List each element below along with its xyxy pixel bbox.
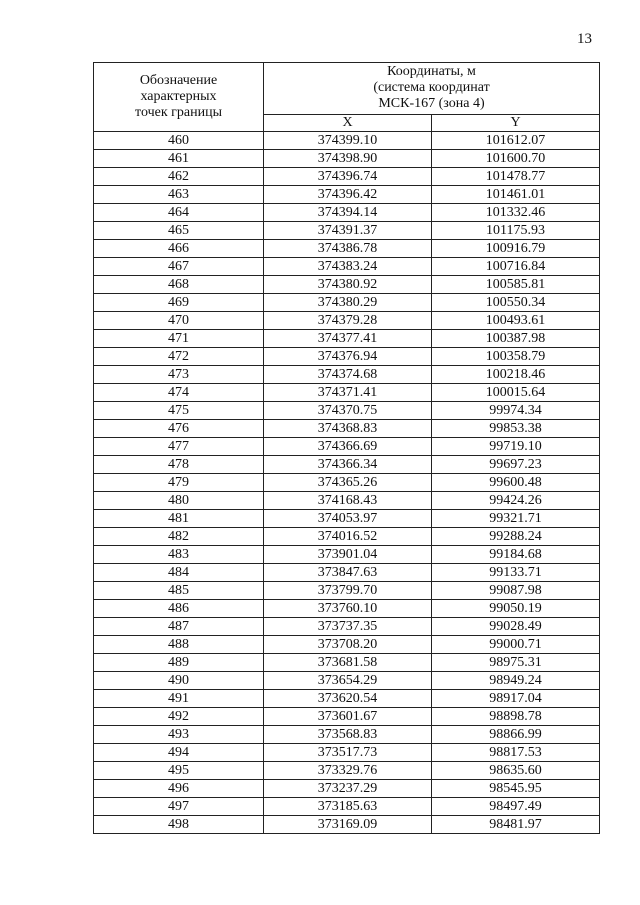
table-row [94,672,600,690]
table-row [94,510,600,528]
boundary-points-table [93,62,600,834]
x-coordinate-cell: 374398.90 [264,150,432,168]
table-row [94,600,600,618]
point-id-cell: 461 [94,150,264,168]
y-coordinate-cell: 101175.93 [432,222,600,240]
table-row [94,690,600,708]
point-id-cell: 487 [94,618,264,636]
y-coordinate-cell: 98817.53 [432,744,600,762]
point-id-cell: 488 [94,636,264,654]
point-id-cell: 480 [94,492,264,510]
point-id-cell: 462 [94,168,264,186]
x-coordinate-cell: 374376.94 [264,348,432,366]
table-row [94,204,600,222]
y-coordinate-cell: 98497.49 [432,798,600,816]
y-coordinate-cell: 99184.68 [432,546,600,564]
x-coordinate-cell: 374391.37 [264,222,432,240]
point-id-cell: 473 [94,366,264,384]
table-row [94,312,600,330]
point-id-cell: 477 [94,438,264,456]
y-coordinate-cell: 99087.98 [432,582,600,600]
point-id-cell: 460 [94,132,264,150]
x-coordinate-cell: 374168.43 [264,492,432,510]
table-row [94,438,600,456]
y-coordinate-cell: 100015.64 [432,384,600,402]
x-coordinate-cell: 373737.35 [264,618,432,636]
table-row [94,582,600,600]
table-row [94,564,600,582]
table-row [94,168,600,186]
y-coordinate-cell: 99028.49 [432,618,600,636]
point-id-cell: 483 [94,546,264,564]
x-coordinate-cell: 373901.04 [264,546,432,564]
point-id-cell: 489 [94,654,264,672]
y-coordinate-cell: 98975.31 [432,654,600,672]
point-id-cell: 478 [94,456,264,474]
table-row [94,708,600,726]
x-coordinate-cell: 374053.97 [264,510,432,528]
point-id-cell: 476 [94,420,264,438]
table-row [94,402,600,420]
table-row [94,330,600,348]
point-id-cell: 472 [94,348,264,366]
coordinates-header [264,63,600,115]
x-coordinate-cell: 373517.73 [264,744,432,762]
table-row [94,294,600,312]
y-coordinate-cell: 98949.24 [432,672,600,690]
table-row [94,744,600,762]
table-row [94,816,600,834]
point-id-cell: 465 [94,222,264,240]
point-id-cell: 485 [94,582,264,600]
y-coordinate-cell: 99719.10 [432,438,600,456]
x-coordinate-cell: 373681.58 [264,654,432,672]
y-coordinate-cell: 99133.71 [432,564,600,582]
y-coordinate-cell: 99697.23 [432,456,600,474]
point-id-cell: 496 [94,780,264,798]
x-coordinate-cell: 373237.29 [264,780,432,798]
table-row [94,654,600,672]
y-coordinate-cell: 98635.60 [432,762,600,780]
table-row [94,780,600,798]
point-id-cell: 466 [94,240,264,258]
x-coordinate-cell: 373760.10 [264,600,432,618]
point-id-cell: 474 [94,384,264,402]
y-coordinate-cell: 100916.79 [432,240,600,258]
coord-title-line-3: МСК-167 (зона 4) [378,96,485,112]
point-id-cell: 468 [94,276,264,294]
x-column-header: X [264,114,432,131]
page-number: 13 [577,31,592,47]
point-id-cell: 484 [94,564,264,582]
x-coordinate-cell: 373847.63 [264,564,432,582]
x-coordinate-cell: 374371.41 [264,384,432,402]
table-row [94,222,600,240]
point-id-cell: 493 [94,726,264,744]
y-coordinate-cell: 99288.24 [432,528,600,546]
point-id-cell: 469 [94,294,264,312]
y-coordinate-cell: 99974.34 [432,402,600,420]
table-row [94,366,600,384]
point-id-cell: 481 [94,510,264,528]
x-coordinate-cell: 373329.76 [264,762,432,780]
y-coordinate-cell: 98898.78 [432,708,600,726]
x-coordinate-cell: 373601.67 [264,708,432,726]
x-coordinate-cell: 374366.69 [264,438,432,456]
point-id-cell: 471 [94,330,264,348]
x-coordinate-cell: 374374.68 [264,366,432,384]
table-row [94,492,600,510]
x-coordinate-cell: 374396.42 [264,186,432,204]
y-coordinate-cell: 99321.71 [432,510,600,528]
y-coordinate-cell: 100550.34 [432,294,600,312]
table-row [94,276,600,294]
point-label-line-1: Обозначение [139,73,218,88]
table-row [94,474,600,492]
x-coordinate-cell: 374370.75 [264,402,432,420]
coord-title-line-1: Координаты, м [387,64,476,80]
y-coordinate-cell: 98481.97 [432,816,600,834]
table-row [94,240,600,258]
point-id-cell: 482 [94,528,264,546]
table-row [94,384,600,402]
point-id-cell: 495 [94,762,264,780]
x-coordinate-cell: 374016.52 [264,528,432,546]
y-coordinate-cell: 99600.48 [432,474,600,492]
y-coordinate-cell: 100387.98 [432,330,600,348]
x-coordinate-cell: 374380.29 [264,294,432,312]
x-coordinate-cell: 373708.20 [264,636,432,654]
point-designation-header [94,63,264,132]
table-row [94,636,600,654]
point-label-line-2: характерных [140,89,217,104]
y-coordinate-cell: 99424.26 [432,492,600,510]
coord-title-line-2: (система координат [373,80,490,96]
x-coordinate-cell: 373169.09 [264,816,432,834]
point-id-cell: 464 [94,204,264,222]
y-coordinate-cell: 100493.61 [432,312,600,330]
x-coordinate-cell: 374366.34 [264,456,432,474]
table-row [94,258,600,276]
x-coordinate-cell: 374383.24 [264,258,432,276]
x-coordinate-cell: 373654.29 [264,672,432,690]
x-coordinate-cell: 373185.63 [264,798,432,816]
y-coordinate-cell: 98866.99 [432,726,600,744]
x-coordinate-cell: 374386.78 [264,240,432,258]
y-coordinate-cell: 100218.46 [432,366,600,384]
x-coordinate-cell: 373799.70 [264,582,432,600]
x-coordinate-cell: 374394.14 [264,204,432,222]
y-coordinate-cell: 100358.79 [432,348,600,366]
y-coordinate-cell: 101612.07 [432,132,600,150]
y-coordinate-cell: 99000.71 [432,636,600,654]
x-coordinate-cell: 373568.83 [264,726,432,744]
table-row [94,420,600,438]
point-id-cell: 491 [94,690,264,708]
x-coordinate-cell: 374368.83 [264,420,432,438]
point-id-cell: 467 [94,258,264,276]
x-coordinate-cell: 374379.28 [264,312,432,330]
point-label-line-3: точек границы [135,105,222,120]
y-coordinate-cell: 101600.70 [432,150,600,168]
table-row [94,150,600,168]
point-id-cell: 498 [94,816,264,834]
point-id-cell: 463 [94,186,264,204]
table-row [94,726,600,744]
x-coordinate-cell: 374380.92 [264,276,432,294]
table-row [94,456,600,474]
point-id-cell: 486 [94,600,264,618]
y-coordinate-cell: 98917.04 [432,690,600,708]
table-row [94,546,600,564]
point-id-cell: 492 [94,708,264,726]
table-row [94,132,600,150]
y-coordinate-cell: 101461.01 [432,186,600,204]
x-coordinate-cell: 374365.26 [264,474,432,492]
table-row [94,798,600,816]
point-id-cell: 490 [94,672,264,690]
y-coordinate-cell: 101332.46 [432,204,600,222]
point-id-cell: 494 [94,744,264,762]
point-id-cell: 479 [94,474,264,492]
table-row [94,528,600,546]
y-coordinate-cell: 99853.38 [432,420,600,438]
point-id-cell: 475 [94,402,264,420]
point-id-cell: 470 [94,312,264,330]
x-coordinate-cell: 374396.74 [264,168,432,186]
y-coordinate-cell: 100585.81 [432,276,600,294]
y-coordinate-cell: 99050.19 [432,600,600,618]
x-coordinate-cell: 374399.10 [264,132,432,150]
y-coordinate-cell: 98545.95 [432,780,600,798]
table-body [94,132,600,834]
table-row [94,618,600,636]
table-row [94,348,600,366]
x-coordinate-cell: 374377.41 [264,330,432,348]
y-coordinate-cell: 101478.77 [432,168,600,186]
table-row [94,762,600,780]
y-column-header: Y [432,114,600,131]
y-coordinate-cell: 100716.84 [432,258,600,276]
x-coordinate-cell: 373620.54 [264,690,432,708]
table-row [94,186,600,204]
point-id-cell: 497 [94,798,264,816]
